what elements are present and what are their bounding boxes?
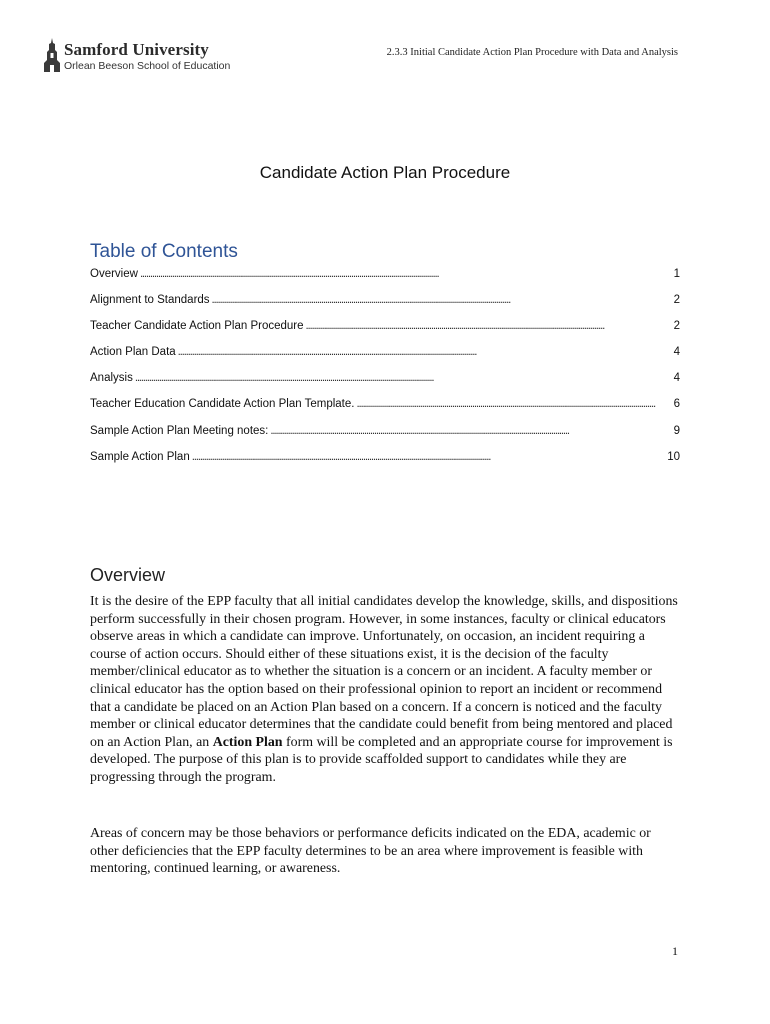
logo-subtitle: Orlean Beeson School of Education [64, 60, 231, 72]
running-header: 2.3.3 Initial Candidate Action Plan Procedure with Data and Analysis [386, 47, 678, 58]
toc-entry-label: Sample Action Plan [90, 450, 190, 463]
toc-entry-page: 1 [673, 268, 680, 280]
toc-leader-dots [356, 398, 671, 410]
toc-entry-alignment-to-standards[interactable] [90, 294, 680, 320]
toc-entry-page: 2 [673, 320, 680, 333]
toc-entry-sample-action-plan[interactable] [90, 451, 680, 477]
paragraph-text: It is the desire of the EPP faculty that all initial candidates develop the knowledge, skills, and dispositions perform successfully in their chosen program. However, in some instances, faculty or clinical educators observe areas in which a candidate can improve. Unfortunately, on occasion, an incident requiring a course of action occurs. Should either of these situations exist, it is the decision of the faculty member/clinical educator as to whether the situation is a concern or an incident. A faculty member or clinical educator has the option based on their professional opinion to report an incident or recommend that a candidate be placed on an Action Plan based on a concern. If a concern is noticed and the faculty member or clinical educator determines that the candidate could benefit from being mentored and placed on an Action Plan, an [90, 594, 678, 750]
overview-paragraph-1 [90, 593, 680, 787]
overview-heading: Overview [90, 565, 166, 585]
toc-entry-action-plan-template[interactable] [90, 398, 680, 424]
toc-entry-label: Alignment to Standards [90, 294, 210, 307]
toc-leader-dots [135, 372, 672, 384]
toc-entry-page: 9 [673, 424, 680, 437]
action-plan-term: Action Plan [212, 734, 283, 750]
page-number: 1 [672, 944, 678, 958]
tower-icon [44, 38, 60, 72]
toc-leader-dots [270, 425, 671, 437]
toc-entry-action-plan-procedure[interactable] [90, 320, 680, 346]
toc-entry-label: Action Plan Data [90, 346, 176, 359]
toc-entry-page: 4 [673, 346, 680, 359]
samford-logo [44, 36, 234, 76]
toc-entry-meeting-notes[interactable] [90, 425, 680, 451]
toc-leader-dots [140, 268, 672, 280]
toc-entry-page: 10 [667, 450, 680, 463]
toc-heading: Table of Contents [90, 241, 238, 262]
toc-leader-dots [306, 320, 672, 332]
toc-leader-dots [212, 294, 672, 306]
toc-entry-label: Sample Action Plan Meeting notes: [90, 424, 269, 437]
toc-entry-page: 6 [673, 398, 680, 411]
toc-leader-dots [192, 451, 665, 463]
document-title: Candidate Action Plan Procedure [259, 163, 511, 182]
toc-entry-label: Teacher Candidate Action Plan Procedure [90, 320, 304, 333]
toc-entry-analysis[interactable] [90, 372, 680, 398]
toc-entry-page: 2 [673, 294, 680, 307]
toc-entry-page: 4 [673, 372, 680, 385]
toc-entry-action-plan-data[interactable] [90, 346, 680, 372]
paragraph-text: form will be completed and an appropriate course for improvement is developed. The purpose of this plan is to provide scaffolded support to candidates while they are progressing through the program. [90, 734, 673, 785]
toc-entry-label: Overview [90, 268, 138, 280]
logo-name: Samford University [64, 40, 209, 59]
toc-entry-label: Teacher Education Candidate Action Plan Template. [90, 398, 355, 411]
table-of-contents [90, 268, 680, 477]
overview-paragraph-2: Areas of concern may be those behaviors or performance deficits indicated on the EDA, academic or other deficiencies that the EPP faculty determines to be an area where improvement is feasible with mentoring, continued learning, or awareness. [90, 826, 651, 877]
toc-leader-dots [178, 346, 672, 358]
toc-entry-overview[interactable] [90, 268, 680, 294]
toc-entry-label: Analysis [90, 372, 133, 385]
